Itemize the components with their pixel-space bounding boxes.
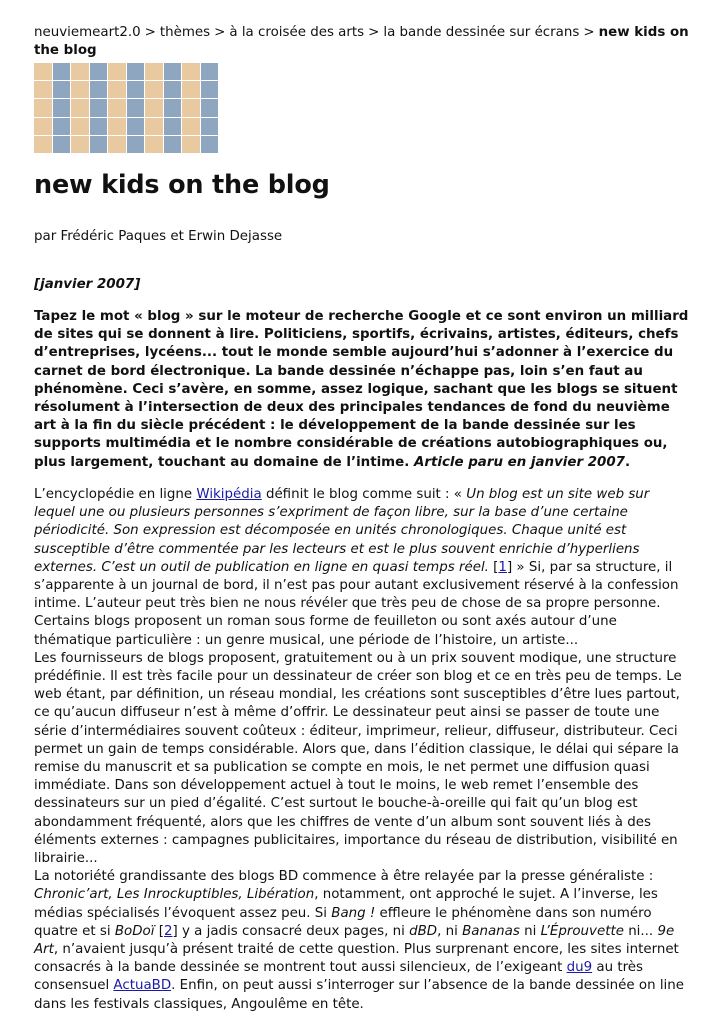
breadcrumb-separator: > — [368, 25, 380, 40]
logo-tile — [127, 118, 145, 135]
wikipedia-quote: Un blog est un site web sur lequel une ou plusieurs personnes s’expriment de façon libre, sur la base d’une certaine périodicité. Son expression est décomposée en unités chronologiques. Chaque unité est susceptible d’être commentée par les lecteurs et est le plus souvent enrichie d’hyperliens externes. C’est un outil de publication en ligne en quasi temps réel. — [34, 487, 650, 575]
site-logo-mosaic[interactable] — [34, 63, 218, 153]
breadcrumb-current: new kids on the blog — [34, 25, 689, 58]
logo-tile — [90, 99, 108, 116]
breadcrumb-screens-link[interactable]: la bande dessinée sur écrans — [383, 25, 580, 40]
text: L’encyclopédie en ligne — [34, 487, 197, 502]
article-date: [janvier 2007] — [34, 277, 141, 292]
logo-tile — [182, 99, 200, 116]
logo-tile — [53, 81, 71, 98]
footnote-2-link[interactable]: 2 — [163, 923, 173, 939]
breadcrumb — [34, 24, 694, 60]
article-page — [34, 24, 694, 1012]
text: effleure le phénomène dans son numéro quatre et si — [34, 905, 652, 939]
publication-name: Bang ! — [331, 905, 376, 921]
logo-tile — [201, 63, 219, 80]
text: au très consensuel — [34, 960, 644, 994]
logo-tile — [108, 81, 126, 98]
logo-tile — [127, 99, 145, 116]
du9-link[interactable]: du9 — [566, 960, 593, 976]
text: » Si, par sa structure, il s’apparente à un journal de bord, il n’est pas pour autant exclusivement réservé à la confession intime. L’auteur peut très bien ne nous révéler que très peu de chose de sa propre personne. Certains blogs proposent un roman sous forme de feuilleton ou sont axés autour d’une thématique particulière : un genre musical, une période de l’histoire, un artiste... — [34, 559, 679, 648]
logo-tile — [71, 81, 89, 98]
text: La notoriété grandissante des blogs BD commence à être relayée par la presse généraliste : — [34, 869, 654, 885]
logo-tile — [145, 136, 163, 153]
publication-name: Bananas — [462, 923, 520, 939]
logo-tile — [182, 81, 200, 98]
logo-tile — [90, 81, 108, 98]
logo-tile — [71, 63, 89, 80]
logo-tile — [145, 81, 163, 98]
breadcrumb-separator: > — [144, 25, 156, 40]
article-body — [34, 486, 694, 1014]
logo-tile — [90, 136, 108, 153]
article-intro: Tapez le mot « blog » sur le moteur de recherche Google et ce sont environ un milliard de sites qui se donnent à lire. Politiciens, sportifs, écrivains, artistes, éditeurs, chefs d’entreprises, lycéens... tout le monde semble aujourd’hui s’adonner à l’exercice du carnet de bord électronique. La bande dessinée n’échappe pas, loin s’en faut au phénomène. Ceci s’avère, en somme, assez logique, sachant que les blogs se situent résolument à l’intersection de deux des principales tendances de fond du neuvième art à la fin du siècle précédent : le développement de la bande dessinée sur les supports multimédia et le nombre considérable de créations autobiographiques ou, plus largement, touchant au domaine de l’intime. Article paru en janvier 2007. — [34, 309, 689, 470]
logo-tile — [108, 63, 126, 80]
article-byline: par Frédéric Paques et Erwin Dejasse — [34, 229, 283, 244]
text: , notamment, ont approché le sujet. A l’inverse, les médias spécialisés l’évoquent assez peu. Si — [34, 887, 658, 921]
text: ni... — [623, 923, 658, 939]
logo-tile — [201, 81, 219, 98]
logo-tile — [182, 63, 200, 80]
wikipedia-link[interactable]: Wikipédia — [196, 487, 262, 502]
paragraph-2: Les fournisseurs de blogs proposent, gratuitement ou à un prix souvent modique, une structure prédéfinie. Il est très facile pour un dessinateur de créer son blog et ce en très peu de temps. Le web étant, par définition, un réseau mondial, les créations sont susceptibles d’être lues partout, ce qu’aucun diffuseur n’est à même d’offrir. Le dessinateur peut ainsi se passer de toute une série d’intermédiaires souvent coûteux : éditeur, imprimeur, relieur, diffuseur, distributeur. Ceci permet un gain de temps considérable. Alors que, dans l’édition classique, le délai qui sépare la remise du manuscrit et sa publication se compte en mois, le net permet une diffusion quasi immédiate. Dans son développement actuel à tout le moins, le web remet l’ensemble des dessinateurs sur un pied d’égalité. C’est surtout le bouche-à-oreille qui fait qu’un blog est abondamment fréquenté, alors que les chiffres de vente d’un album sont souvent liés à des éléments externes : campagnes publicitaires, importance du réseau de distribution, visibilité en librairie... — [34, 650, 682, 867]
logo-tile — [164, 81, 182, 98]
page-title: new kids on the blog — [34, 170, 330, 200]
paragraph-1: L’encyclopédie en ligne Wikipédia définit le blog comme suit : « Un blog est un site web sur lequel une ou plusieurs personnes s’expriment de façon libre, sur la base d’une certaine périodicité. Son expression est décomposée en unités chronologiques. Chaque unité est susceptible d’être commentée par les lecteurs et est le plus souvent enrichie d’hyperliens externes. C’est un outil de publication en ligne en quasi temps réel. [1] » Si, par sa structure, il s’apparente à un journal de bord, il n’est pas pour autant exclusivement réservé à la confession intime. L’auteur peut très bien ne nous révéler que très peu de chose de sa propre personne. Certains blogs proposent un roman sous forme de feuilleton ou sont axés autour d’une thématique particulière : un genre musical, une période de l’histoire, un artiste... — [34, 487, 679, 648]
logo-tile — [71, 99, 89, 116]
breadcrumb-themes-link[interactable]: thèmes — [159, 25, 211, 40]
logo-tile — [108, 118, 126, 135]
logo-tile — [127, 63, 145, 80]
logo-tile — [71, 136, 89, 153]
intro-text: Tapez le mot « blog » sur le moteur de recherche Google et ce sont environ un milliard de sites qui se donnent à lire. Politiciens, sportifs, écrivains, artistes, éditeurs, chefs d’entreprises, lycéens... tout le monde semble aujourd’hui s’adonner à l’exercice du carnet de bord électronique. La bande dessinée n’échappe pas, loin s’en faut au phénomène. Ceci s’avère, en somme, assez logique, sachant que les blogs se situent résolument à l’intersection de deux des principales tendances de fond du neuvième art à la fin du siècle précédent : le développement de la bande dessinée sur les supports multimédia et le nombre considérable de créations autobiographiques ou, plus largement, touchant au domaine de l’intime. — [34, 309, 689, 470]
breadcrumb-home-link[interactable]: neuviemeart2.0 — [34, 25, 141, 40]
publication-name: 9e Art — [34, 923, 675, 958]
text: ni — [519, 923, 541, 939]
logo-tile — [127, 81, 145, 98]
publication-names: Chronic’art, Les Inrockuptibles, Libération — [34, 887, 315, 903]
logo-tile — [201, 118, 219, 135]
logo-tile — [164, 118, 182, 135]
text: y a jadis consacré deux pages, ni — [177, 923, 410, 939]
logo-tile — [201, 99, 219, 116]
logo-tile — [145, 63, 163, 80]
paragraph-3: La notoriété grandissante des blogs BD commence à être relayée par la presse généraliste : Chronic’art, Les Inrockuptibles, Libération, notamment, ont approché le sujet. A l’inverse, les médias spécialisés l’évoquent assez peu. Si Bang ! effleure le phénomène dans son numéro quatre et si BoDoï [2] y a jadis consacré deux pages, ni dBD, ni Bananas ni L’Éprouvette ni... 9e Art, n’avaient jusqu’à présent traité de cette question. Plus surprenant encore, les sites internet consacrés à la bande dessinée se montrent tout aussi silencieux, de l’exigeant du9 au très consensuel ActuaBD. Enfin, on peut aussi s’interroger sur l’absence de la bande dessinée on line dans les festivals classiques, Angoulême en tête. — [34, 869, 685, 1012]
logo-tile — [164, 99, 182, 116]
text: . Enfin, on peut aussi s’interroger sur l’absence de la bande dessinée on line dans les festivals classiques, Angoulême en tête. — [34, 978, 685, 1012]
logo-tile — [164, 136, 182, 153]
logo-tile — [90, 63, 108, 80]
footnote-1-link[interactable]: 1 — [498, 559, 507, 575]
text: , ni — [437, 923, 463, 939]
logo-tile — [34, 118, 52, 135]
intro-note: Article paru en janvier 2007 — [413, 454, 626, 470]
text: définit le blog comme suit : « — [261, 487, 467, 502]
logo-tile — [34, 99, 52, 116]
logo-tile — [71, 118, 89, 135]
logo-tile — [90, 118, 108, 135]
logo-tile — [182, 118, 200, 135]
logo-tile — [108, 99, 126, 116]
publication-name: dBD — [409, 923, 438, 939]
logo-tile — [145, 99, 163, 116]
logo-tile — [127, 136, 145, 153]
logo-tile — [53, 99, 71, 116]
breadcrumb-arts-link[interactable]: à la croisée des arts — [229, 25, 365, 40]
logo-tile — [201, 136, 219, 153]
publication-name: L’Éprouvette — [540, 923, 624, 939]
publication-name: BoDoï — [114, 923, 155, 939]
logo-tile — [34, 63, 52, 80]
actuabd-link[interactable]: ActuaBD — [113, 978, 172, 994]
logo-tile — [108, 136, 126, 153]
logo-tile — [182, 136, 200, 153]
text: , n’avaient jusqu’à présent traité de cette question. Plus surprenant encore, les sites internet consacrés à la bande dessinée se montrent tout aussi silencieux, de l’exigeant — [34, 942, 679, 976]
logo-tile — [34, 136, 52, 153]
logo-tile — [53, 63, 71, 80]
logo-tile — [34, 81, 52, 98]
breadcrumb-separator: > — [214, 25, 226, 40]
logo-tile — [164, 63, 182, 80]
breadcrumb-separator: > — [583, 25, 595, 40]
logo-tile — [53, 118, 71, 135]
logo-tile — [145, 118, 163, 135]
logo-tile — [53, 136, 71, 153]
